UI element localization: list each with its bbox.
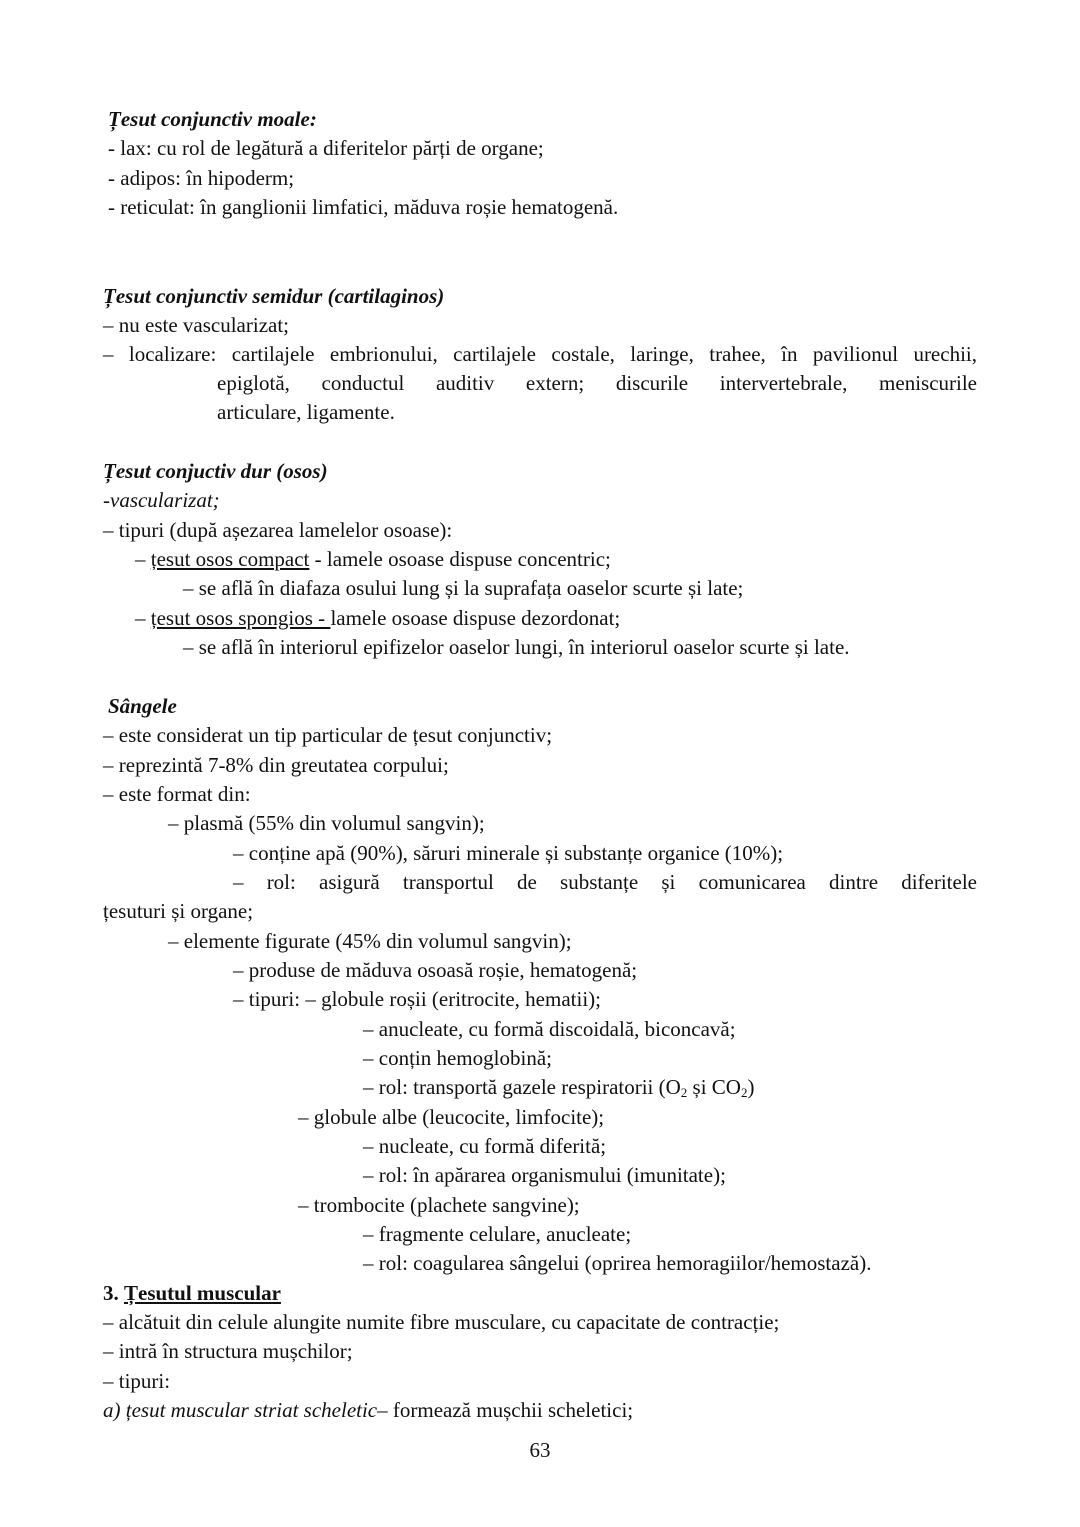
text-line: epiglotă, conductul auditiv extern; discurile intervertebrale, meniscurile [217,371,977,395]
text-line: țesuturi și organe; [103,899,254,923]
text-line: articulare, ligamente. [217,400,395,424]
text-line: – tipuri (după așezarea lamelelor osoase): [103,518,453,542]
text-line: – tipuri: – globule roșii (eritrocite, hematii); [233,987,601,1011]
heading-muscle-tissue: 3. Țesutul muscular [103,1281,281,1305]
text-line: – conține apă (90%), săruri minerale și substanțe organice (10%); [233,841,784,865]
text-line: – rol: coagularea sângelui (oprirea hemoragiilor/hemostază). [363,1251,872,1275]
text-line: – se află în diafaza osului lung și la suprafața oaselor scurte și late; [183,576,744,600]
text-line: – plasmă (55% din volumul sangvin); [168,811,485,835]
text-line: – reprezintă 7-8% din greutatea corpului; [103,753,449,777]
text-line: – nu este vascularizat; [103,313,290,337]
text-line: -vascularizat; [103,488,220,512]
text-line: – elemente figurate (45% din volumul sangvin); [168,929,572,953]
text-line: - reticulat: în ganglionii limfatici, măduva roșie hematogenă. [108,195,619,219]
term-spongy-bone: țesut osos spongios - [150,606,331,630]
text-line: – produse de măduva osoasă roșie, hematogenă; [233,958,638,982]
text-line-spongy-bone: – țesut osos spongios - lamele osoase dispuse dezordonat; [135,606,621,630]
text-line: – tipuri: [103,1369,171,1393]
text-line: – este considerat un tip particular de țesut conjunctiv; [103,723,553,747]
text-line: – intră în structura mușchilor; [103,1339,353,1363]
heading-blood: Sângele [108,694,177,718]
page-number: 63 [529,1438,551,1462]
text-line-gases: – rol: transportă gazele respiratorii ($O_2$ și $CO_2$) [363,1075,755,1100]
term-compact-bone: țesut osos compact [150,547,310,571]
text-line: – globule albe (leucocite, limfocite); [298,1105,605,1129]
text-line: – este format din: [103,782,251,806]
heading-cartilage-tissue: Țesut conjunctiv semidur (cartilaginos) [103,284,445,308]
text-line: – alcătuit din celule alungite numite fibre musculare, cu capacitate de contracție; [103,1310,780,1334]
text-line: – fragmente celulare, anucleate; [363,1222,632,1246]
text-line: – se află în interiorul epifizelor oaselor lungi, în interiorul oaselor scurte și late. [183,635,850,659]
text-line-skeletal-muscle: a) țesut muscular striat scheletic– formează mușchii scheletici; [103,1398,634,1422]
text-line: – conțin hemoglobină; [363,1046,552,1070]
text-line: - adipos: în hipoderm; [108,166,295,190]
text-line: – nucleate, cu formă diferită; [363,1134,607,1158]
text-line: – trombocite (plachete sangvine); [298,1193,580,1217]
text-line: – rol: în apărarea organismului (imunitate); [363,1163,726,1187]
heading-soft-connective-tissue: Țesut conjunctiv moale: [108,107,317,131]
text-line: – anucleate, cu formă discoidală, biconcavă; [363,1017,736,1041]
heading-bone-tissue: Țesut conjuctiv dur (osos) [103,459,328,483]
text-line: - lax: cu rol de legătură a diferitelor părți de organe; [108,136,544,160]
text-line-compact-bone: – țesut osos compact - lamele osoase dispuse concentric; [135,547,611,571]
text-line: – localizare: cartilajele embrionului, cartilajele costale, laringe, trahee, în pavilionul urechii, [103,342,977,366]
text-line: – rol: asigură transportul de substanțe și comunicarea dintre diferitele [233,870,977,894]
